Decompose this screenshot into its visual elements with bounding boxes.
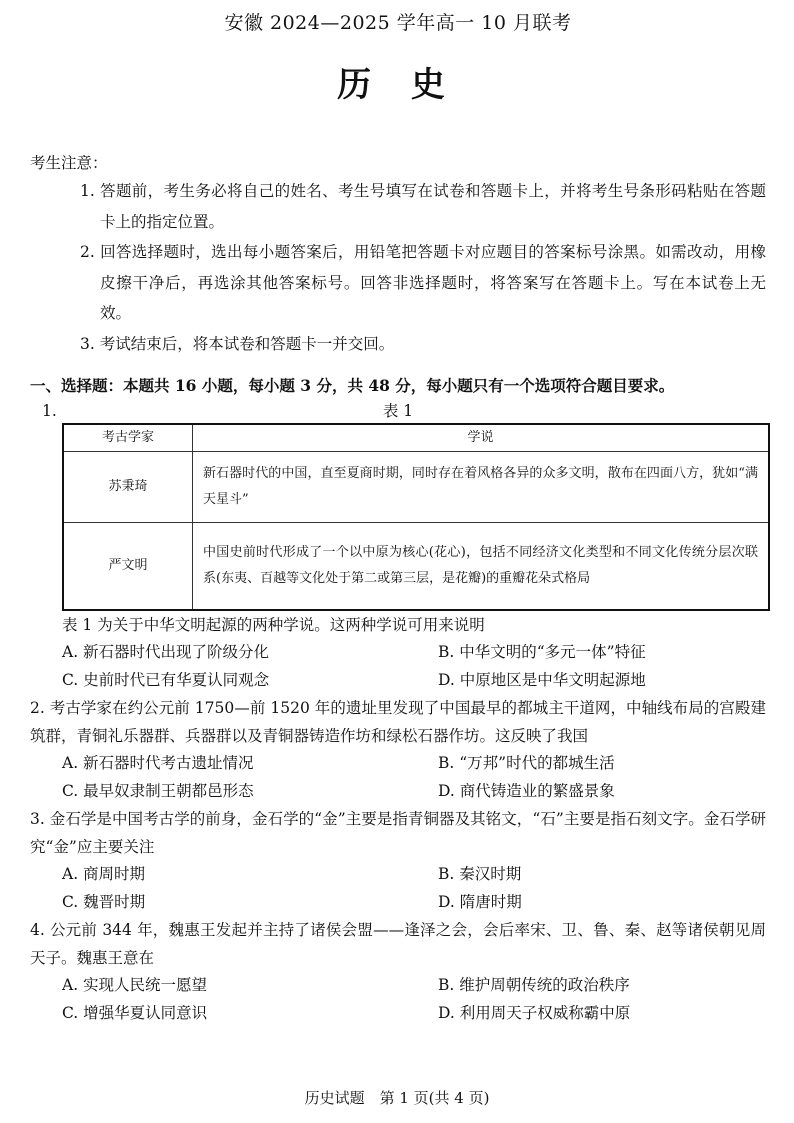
option-a[interactable]: A. 新石器时代出现了阶级分化	[62, 643, 270, 661]
option-a[interactable]: A. 商周时期	[62, 865, 146, 883]
question-3	[30, 805, 766, 916]
options	[30, 750, 766, 805]
section-heading: 一、选择题：本题共 16 小题，每小题 3 分，共 48 分，每小题只有一个选项符合题目要求。	[30, 376, 675, 395]
question-1-header	[30, 399, 766, 423]
option-a[interactable]: A. 新石器时代考古遗址情况	[62, 754, 254, 772]
table-row	[63, 523, 769, 611]
question-4	[30, 916, 766, 1027]
notice-heading: 考生注意：	[30, 154, 108, 172]
theory-table	[62, 423, 770, 611]
question-2	[30, 694, 766, 805]
page-footer: 历史试题 第 1 页(共 4 页)	[304, 1089, 490, 1107]
table-cell-archaeologist: 严文明	[63, 523, 193, 611]
notice-list	[30, 176, 766, 359]
table-header-row	[63, 424, 769, 452]
options	[30, 861, 766, 916]
question-number: 1.	[42, 402, 57, 420]
option-c[interactable]: C. 最早奴隶制王朝都邑形态	[62, 781, 254, 800]
option-b[interactable]: B. 中华文明的“多元一体”特征	[438, 643, 646, 661]
notice-item: 3. 考试结束后，将本试卷和答题卡一并交回。	[80, 334, 395, 353]
options	[30, 639, 766, 694]
question-stem: 2. 考古学家在约公元前 1750—前 1520 年的遗址里发现了中国最早的都城主干道网，中轴线布局的宫殿建筑群，青铜礼乐器群、兵器群以及青铜器铸造作坊和绿松石器作坊。这反映了我国	[30, 699, 766, 745]
option-b[interactable]: B. 秦汉时期	[438, 865, 522, 883]
option-c[interactable]: C. 史前时代已有华夏认同观念	[62, 670, 270, 689]
option-c[interactable]: C. 增强华夏认同意识	[62, 1003, 208, 1022]
option-d[interactable]: D. 中原地区是中华文明起源地	[438, 670, 646, 689]
option-b[interactable]: B. 维护周朝传统的政治秩序	[438, 976, 630, 994]
option-b[interactable]: B. “万邦”时代的都城生活	[438, 754, 615, 772]
exam-title: 安徽 2024—2025 学年高一 10 月联考	[224, 12, 572, 34]
table-cell-theory: 新石器时代的中国，直至夏商时期，同时存在着风格各异的众多文明，散布在四面八方，犹如“满天星斗”	[193, 452, 770, 523]
option-a[interactable]: A. 实现人民统一愿望	[62, 976, 208, 994]
table-caption: 表 1	[382, 402, 414, 420]
options	[30, 972, 766, 1027]
table-cell-theory: 中国史前时代形成了一个以中原为核心(花心)，包括不同经济文化类型和不同文化传统分层次联系(东夷、百越等文化处于第二或第三层，是花瓣)的重瓣花朵式格局	[193, 523, 770, 611]
subject-title: 历 史	[337, 65, 459, 105]
table-row	[63, 452, 769, 523]
question-stem: 4. 公元前 344 年，魏惠王发起并主持了诸侯会盟——逢泽之会，会后率宋、卫、鲁、秦、赵等诸侯朝见周天子。魏惠王意在	[30, 921, 766, 967]
option-d[interactable]: D. 商代铸造业的繁盛景象	[438, 781, 615, 800]
question-stem: 3. 金石学是中国考古学的前身，金石学的“金”主要是指青铜器及其铭文，“石”主要是指石刻文字。金石学研究“金”应主要关注	[30, 810, 766, 856]
table-header-cell: 考古学家	[63, 424, 193, 452]
table-cell-archaeologist: 苏秉琦	[63, 452, 193, 523]
option-d[interactable]: D. 隋唐时期	[438, 892, 522, 911]
notice-item: 2. 回答选择题时，选出每小题答案后，用铅笔把答题卡对应题目的答案标号涂黑。如需改动，用橡皮擦干净后，再选涂其他答案标号。回答非选择题时，将答案写在答题卡上。写在本试卷上无效。	[80, 243, 767, 322]
question-stem: 表 1 为关于中华文明起源的两种学说。这两种学说可用来说明	[62, 616, 485, 634]
notice-item: 1. 答题前，考生务必将自己的姓名、考生号填写在试卷和答题卡上，并将考生号条形码粘贴在答题卡上的指定位置。	[80, 182, 767, 231]
option-d[interactable]: D. 利用周天子权威称霸中原	[438, 1003, 631, 1022]
option-c[interactable]: C. 魏晋时期	[62, 892, 146, 911]
question-1	[30, 611, 766, 694]
table-header-cell: 学说	[193, 424, 770, 452]
